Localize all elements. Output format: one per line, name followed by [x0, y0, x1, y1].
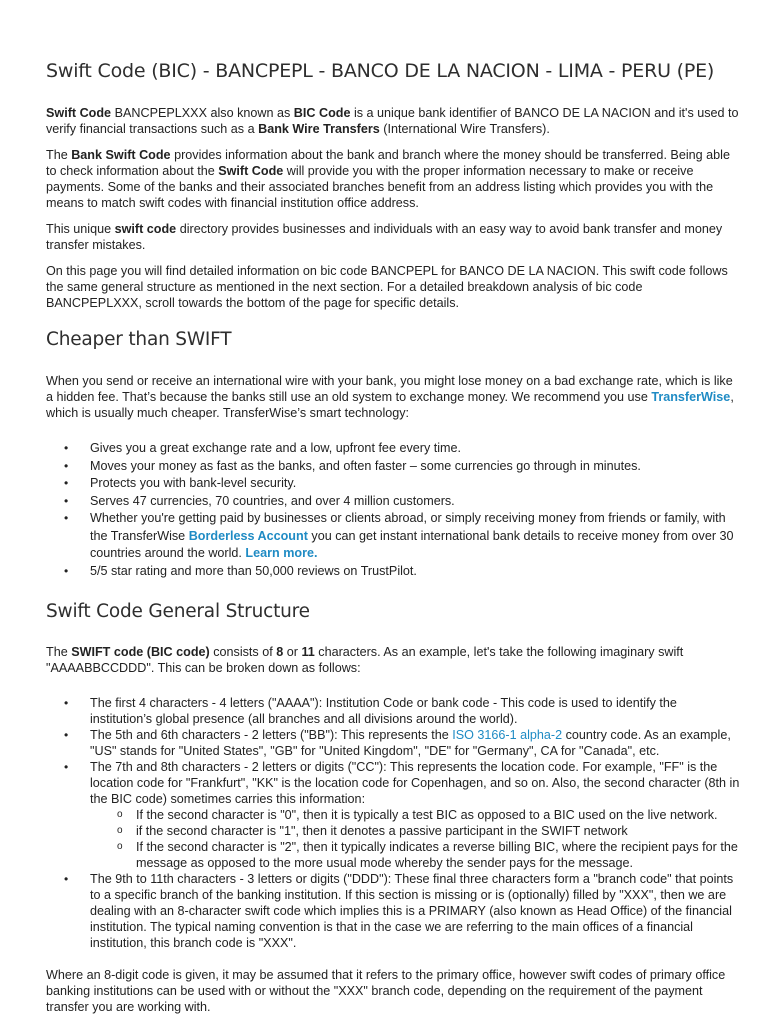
paragraph-text: directory provides businesses and individuals with an easy way to avoid bank transfer and money transfer mistakes.: [46, 222, 723, 252]
sub-list-item: o if the second character is "1", then it denotes a passive participant in the SWIFT network: [90, 823, 740, 839]
paragraph-text: Whether you're getting paid by businesses or clients abroad, or simply receiving money from friends or family, with the TransferWise: [90, 511, 726, 543]
bold-text: 11: [301, 645, 315, 659]
page-title: Swift Code (BIC) - BANCPEPL - BANCO DE LA NACION - LIMA - PERU (PE): [46, 60, 715, 82]
bold-text: SWIFT code (BIC code): [71, 645, 210, 659]
learn-more-link[interactable]: Learn more.: [245, 546, 318, 560]
iso-3166-link[interactable]: ISO 3166-1 alpha-2: [452, 728, 563, 742]
paragraph-text: provides information about the bank and branch where the money should be transferred. Being able to check information about the: [46, 148, 730, 178]
intro-paragraph-2: [46, 147, 740, 211]
paragraph-text: you can get instant international bank details to receive money from over 30 countries around the world.: [90, 528, 734, 560]
intro-paragraph-1: [46, 105, 740, 137]
bold-text: Bank Swift Code: [71, 148, 171, 162]
paragraph-text: When you send or receive an international wire with your bank, you might lose money on a bad exchange rate, which is like a hidden fee. That’s because the banks still use an old system to exchange money. We recommend you use: [46, 374, 733, 404]
bold-text: Bank Wire Transfers: [258, 122, 380, 136]
bold-text: BIC Code: [293, 106, 351, 120]
list-item: [46, 510, 740, 563]
sub-list-item: o If the second character is "2", then it typically indicates a reverse billing BIC, where the recipient pays for the message as opposed to the more usual mode whereby the sender pays for the message.: [90, 839, 740, 871]
paragraph-text: country code. As an example, "US" stands for "United States", "GB" for "United Kingdom", "DE" for "Germany", CA for "Canada", etc.: [90, 728, 731, 758]
heading-cheaper-than-swift: Cheaper than SWIFT: [46, 329, 232, 350]
bold-text: Swift Code: [218, 164, 284, 178]
list-item: • Protects you with bank-level security.: [46, 475, 740, 493]
list-item: • The first 4 characters - 4 letters ("AAAA"): Institution Code or bank code - This code is used to identify the institution’s global presence (all branches and all divisions around the world).: [46, 695, 740, 727]
transferwise-link[interactable]: TransferWise: [651, 390, 731, 404]
intro-paragraph-4: On this page you will find detailed information on bic code BANCPEPL for BANCO DE LA NACION. This swift code follows the same general structure as mentioned in the next section. For a detailed breakdown analysis of bic code BANCPEPLXXX, scroll towards the bottom of the page for specific details.: [46, 264, 728, 310]
heading-general-structure: Swift Code General Structure: [46, 601, 310, 622]
paragraph-text: The: [46, 148, 72, 162]
list-item: • The 9th to 11th characters - 3 letters or digits ("DDD"): These final three characters form a "branch code" that points to a specific branch of the banking institution. If this section is missing or is (optionally) filled by "XXX", then we are dealing with an 8-character swift code which implies this is a PRIMARY (also known as Head Office) of the financial institution. The typical naming convention is that in the case we are referring to the main offices of a financial institution, this branch code is "XXX".: [46, 871, 740, 951]
structure-bullet-list: [46, 695, 740, 951]
bold-text: Swift Code: [46, 106, 112, 120]
paragraph-text: , which is usually much cheaper. TransferWise’s smart technology:: [46, 390, 734, 420]
paragraph-text: This unique: [46, 222, 115, 236]
list-item: [46, 759, 740, 871]
list-item: • Gives you a great exchange rate and a low, upfront fee every time.: [46, 440, 740, 458]
paragraph-text: or: [283, 645, 302, 659]
list-item: • Moves your money as fast as the banks, and often faster – some currencies go through in minutes.: [46, 458, 740, 476]
borderless-account-link[interactable]: Borderless Account: [188, 528, 308, 543]
paragraph-text: The 5th and 6th characters - 2 letters ("BB"): This represents the: [90, 728, 453, 742]
intro-paragraph-3: [46, 221, 740, 253]
paragraph-text: will provide you with the proper information necessary to make or receive payments. Some of the banks and their associated branches benefit from an address listing which provides you with the means to match swift codes with financial institution office address.: [46, 164, 714, 210]
list-item: [46, 727, 740, 759]
paragraph-text: The 7th and 8th characters - 2 letters or digits ("CC"): This represents the location code. For example, "FF" is the location code for "Frankfurt", "KK" is the location code for Copenhagen, and so on. Also, the second character (8th in the BIC code) sometimes carries this information:: [90, 760, 740, 806]
bold-text: swift code: [114, 222, 177, 236]
paragraph-text: The: [46, 645, 72, 659]
paragraph-text: (International Wire Transfers).: [379, 122, 550, 136]
sub-list-item: o If the second character is "0", then it is typically a test BIC as opposed to a BIC used on the live network.: [90, 807, 740, 823]
list-item: • 5/5 star rating and more than 50,000 reviews on TrustPilot.: [46, 563, 740, 581]
bold-text: 8: [276, 645, 284, 659]
paragraph-text: BANCPEPLXXX also known as: [111, 106, 294, 120]
closing-paragraph: Where an 8-digit code is given, it may be assumed that it refers to the primary office, however swift codes of primary office banking institutions can be used with or without the "XXX" branch code, depending on the requirement of the payment transfer you are working with.: [46, 968, 726, 1014]
general-paragraph: [46, 644, 740, 676]
list-item: • Serves 47 currencies, 70 countries, and over 4 million customers.: [46, 493, 740, 511]
paragraph-text: characters. As an example, let's take the following imaginary swift "AAAABBCCDDD". This can be broken down as follows:: [46, 645, 684, 675]
cheaper-paragraph: [46, 373, 740, 421]
paragraph-text: consists of: [209, 645, 277, 659]
paragraph-text: is a unique bank identifier of BANCO DE LA NACION and it's used to verify financial transactions such as a: [46, 106, 739, 136]
cheaper-bullet-list: [46, 440, 740, 580]
sub-bullet-list: [90, 807, 740, 871]
